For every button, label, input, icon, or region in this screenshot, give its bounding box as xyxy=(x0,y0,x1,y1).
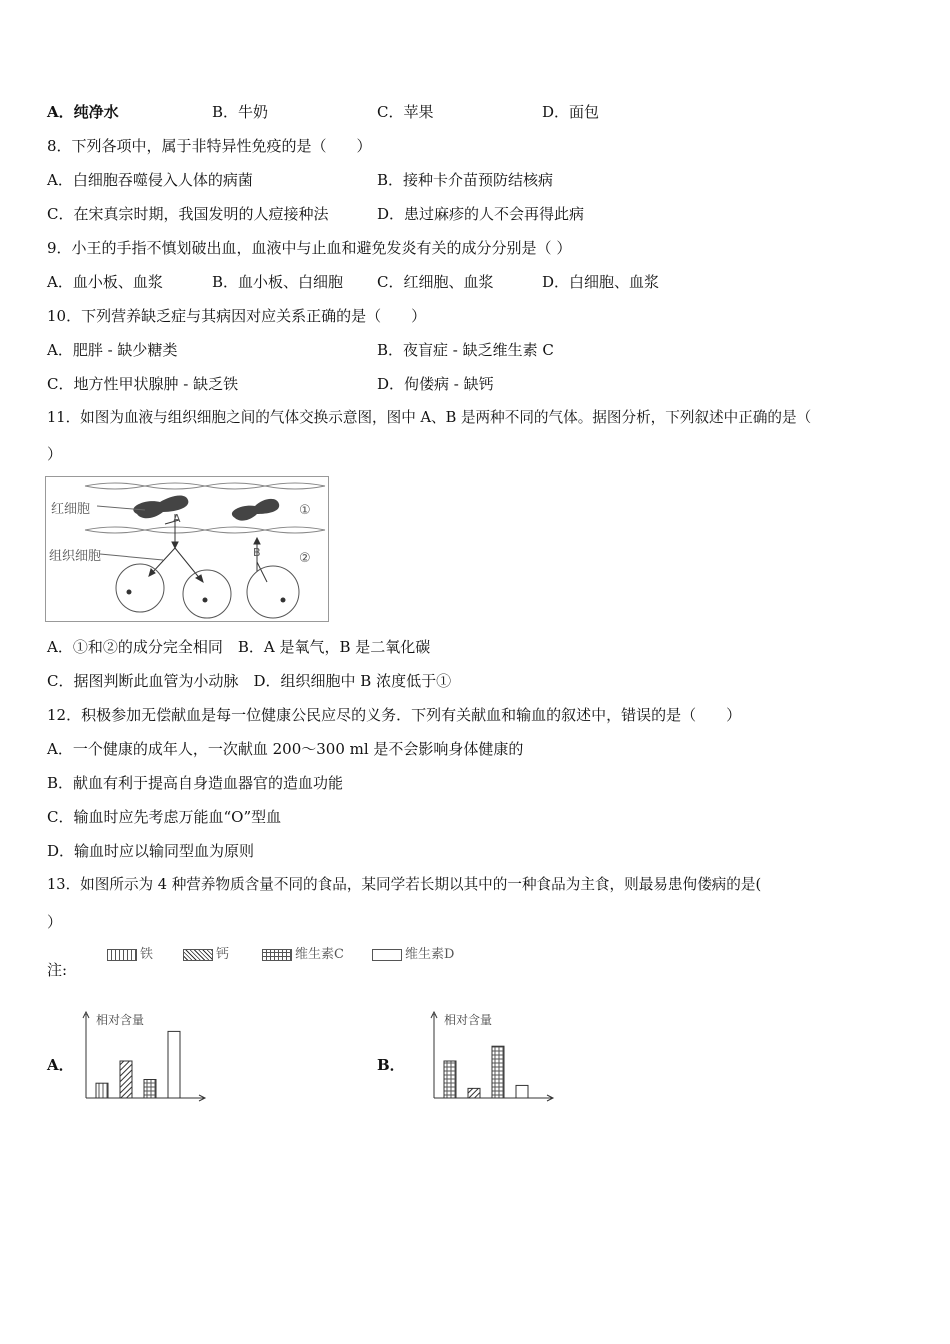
q10-option-b: B．夜盲症 - 缺乏维生素 C xyxy=(377,341,554,359)
y-axis-label: 相对含量 xyxy=(444,1013,493,1027)
q8-option-a: A．白细胞吞噬侵入人体的病菌 xyxy=(47,171,253,189)
q7-option-d: D．面包 xyxy=(542,103,600,121)
bar-1 xyxy=(96,1083,108,1098)
q8-stem: 8．下列各项中，属于非特异性免疫的是（ ） xyxy=(47,137,372,155)
chart-b xyxy=(428,1008,558,1104)
label-red-blood-cell: 红细胞 xyxy=(51,502,91,517)
q9-option-a: A．血小板、血浆 xyxy=(47,273,163,291)
bar-1 xyxy=(444,1061,456,1098)
q8-option-b: B．接种卡介苗预防结核病 xyxy=(377,171,554,189)
legend-vitamin-c: 维生素C xyxy=(262,947,344,963)
q10-option-d: D．佝偻病 - 缺钙 xyxy=(377,375,494,393)
q12-option-c: C．输血时应先考虑万能血“O”型血 xyxy=(47,808,282,826)
q10-stem: 10．下列营养缺乏症与其病因对应关系正确的是（ ） xyxy=(47,307,427,325)
chart-b-label: B． xyxy=(377,1056,405,1074)
bar-2 xyxy=(120,1061,132,1098)
mark-circle-1: ① xyxy=(299,503,311,518)
q11-stem: 11．如图为血液与组织细胞之间的气体交换示意图，图中 A、B 是两种不同的气体。据图分析，下列叙述中正确的是（ xyxy=(47,409,812,426)
q12-option-b: B．献血有利于提高自身造血器官的造血功能 xyxy=(47,774,344,792)
q12-option-d: D．输血时应以输同型血为原则 xyxy=(47,842,255,860)
bar-4 xyxy=(168,1031,180,1098)
gas-exchange-diagram xyxy=(45,476,329,622)
q12-stem: 12．积极参加无偿献血是每一位健康公民应尽的义务．下列有关献血和输血的叙述中，错误的是（ ） xyxy=(47,706,742,724)
q12-option-a: A．一个健康的成年人，一次献血 200～300 ml 是不会影响身体健康的 xyxy=(47,740,524,758)
q13-stem-cont: ） xyxy=(47,913,63,931)
q9-option-d: D．白细胞、血浆 xyxy=(542,273,660,291)
q7-option-c: C．苹果 xyxy=(377,103,434,121)
bar-2 xyxy=(468,1088,480,1098)
q8-option-d: D．患过麻疹的人不会再得此病 xyxy=(377,205,585,223)
q11-options-ab: A．①和②的成分完全相同 B．A 是氧气，B 是二氧化碳 xyxy=(47,638,431,656)
legend-vitamin-d-swatch xyxy=(372,949,402,961)
q10-option-a: A．肥胖 - 缺少糖类 xyxy=(47,341,178,359)
q11-stem-cont: ） xyxy=(47,445,63,463)
legend-calcium: 钙 xyxy=(183,947,229,963)
legend-calcium-swatch xyxy=(183,949,213,961)
q11-options-cd: C．据图判断此血管为小动脉 D．组织细胞中 B 浓度低于① xyxy=(47,672,452,690)
y-axis-label: 相对含量 xyxy=(96,1013,145,1027)
bar-3 xyxy=(492,1046,504,1098)
mark-circle-2: ② xyxy=(299,551,311,566)
q9-option-b: B．血小板、白细胞 xyxy=(212,273,344,291)
q9-option-c: C．红细胞、血浆 xyxy=(377,273,494,291)
chart-a-label: A． xyxy=(47,1056,74,1074)
legend-vitamin-d: 维生素D xyxy=(372,947,454,963)
chart-a xyxy=(80,1008,210,1104)
q8-option-c: C．在宋真宗时期，我国发明的人痘接种法 xyxy=(47,205,329,223)
legend-vitamin-c-swatch xyxy=(262,949,292,961)
legend-iron-swatch xyxy=(107,949,137,961)
q7-option-b: B．牛奶 xyxy=(212,103,269,121)
label-gas-b: B xyxy=(253,546,261,559)
q13-note-label: 注: xyxy=(47,961,68,979)
q7-option-a: A．纯净水 xyxy=(47,103,119,121)
bar-4 xyxy=(516,1085,528,1098)
bar-3 xyxy=(144,1080,156,1099)
legend-iron: 铁 xyxy=(107,947,153,963)
q13-stem: 13．如图所示为 4 种营养物质含量不同的食品，某同学若长期以其中的一种食品为主食，则最易患佝偻病的是( xyxy=(47,876,762,893)
q10-option-c: C．地方性甲状腺肿 - 缺乏铁 xyxy=(47,375,239,393)
label-gas-a: A xyxy=(173,512,181,525)
label-tissue-cell: 组织细胞 xyxy=(49,549,102,564)
q9-stem: 9．小王的手指不慎划破出血，血液中与止血和避免发炎有关的成分分别是（ ） xyxy=(47,239,572,257)
